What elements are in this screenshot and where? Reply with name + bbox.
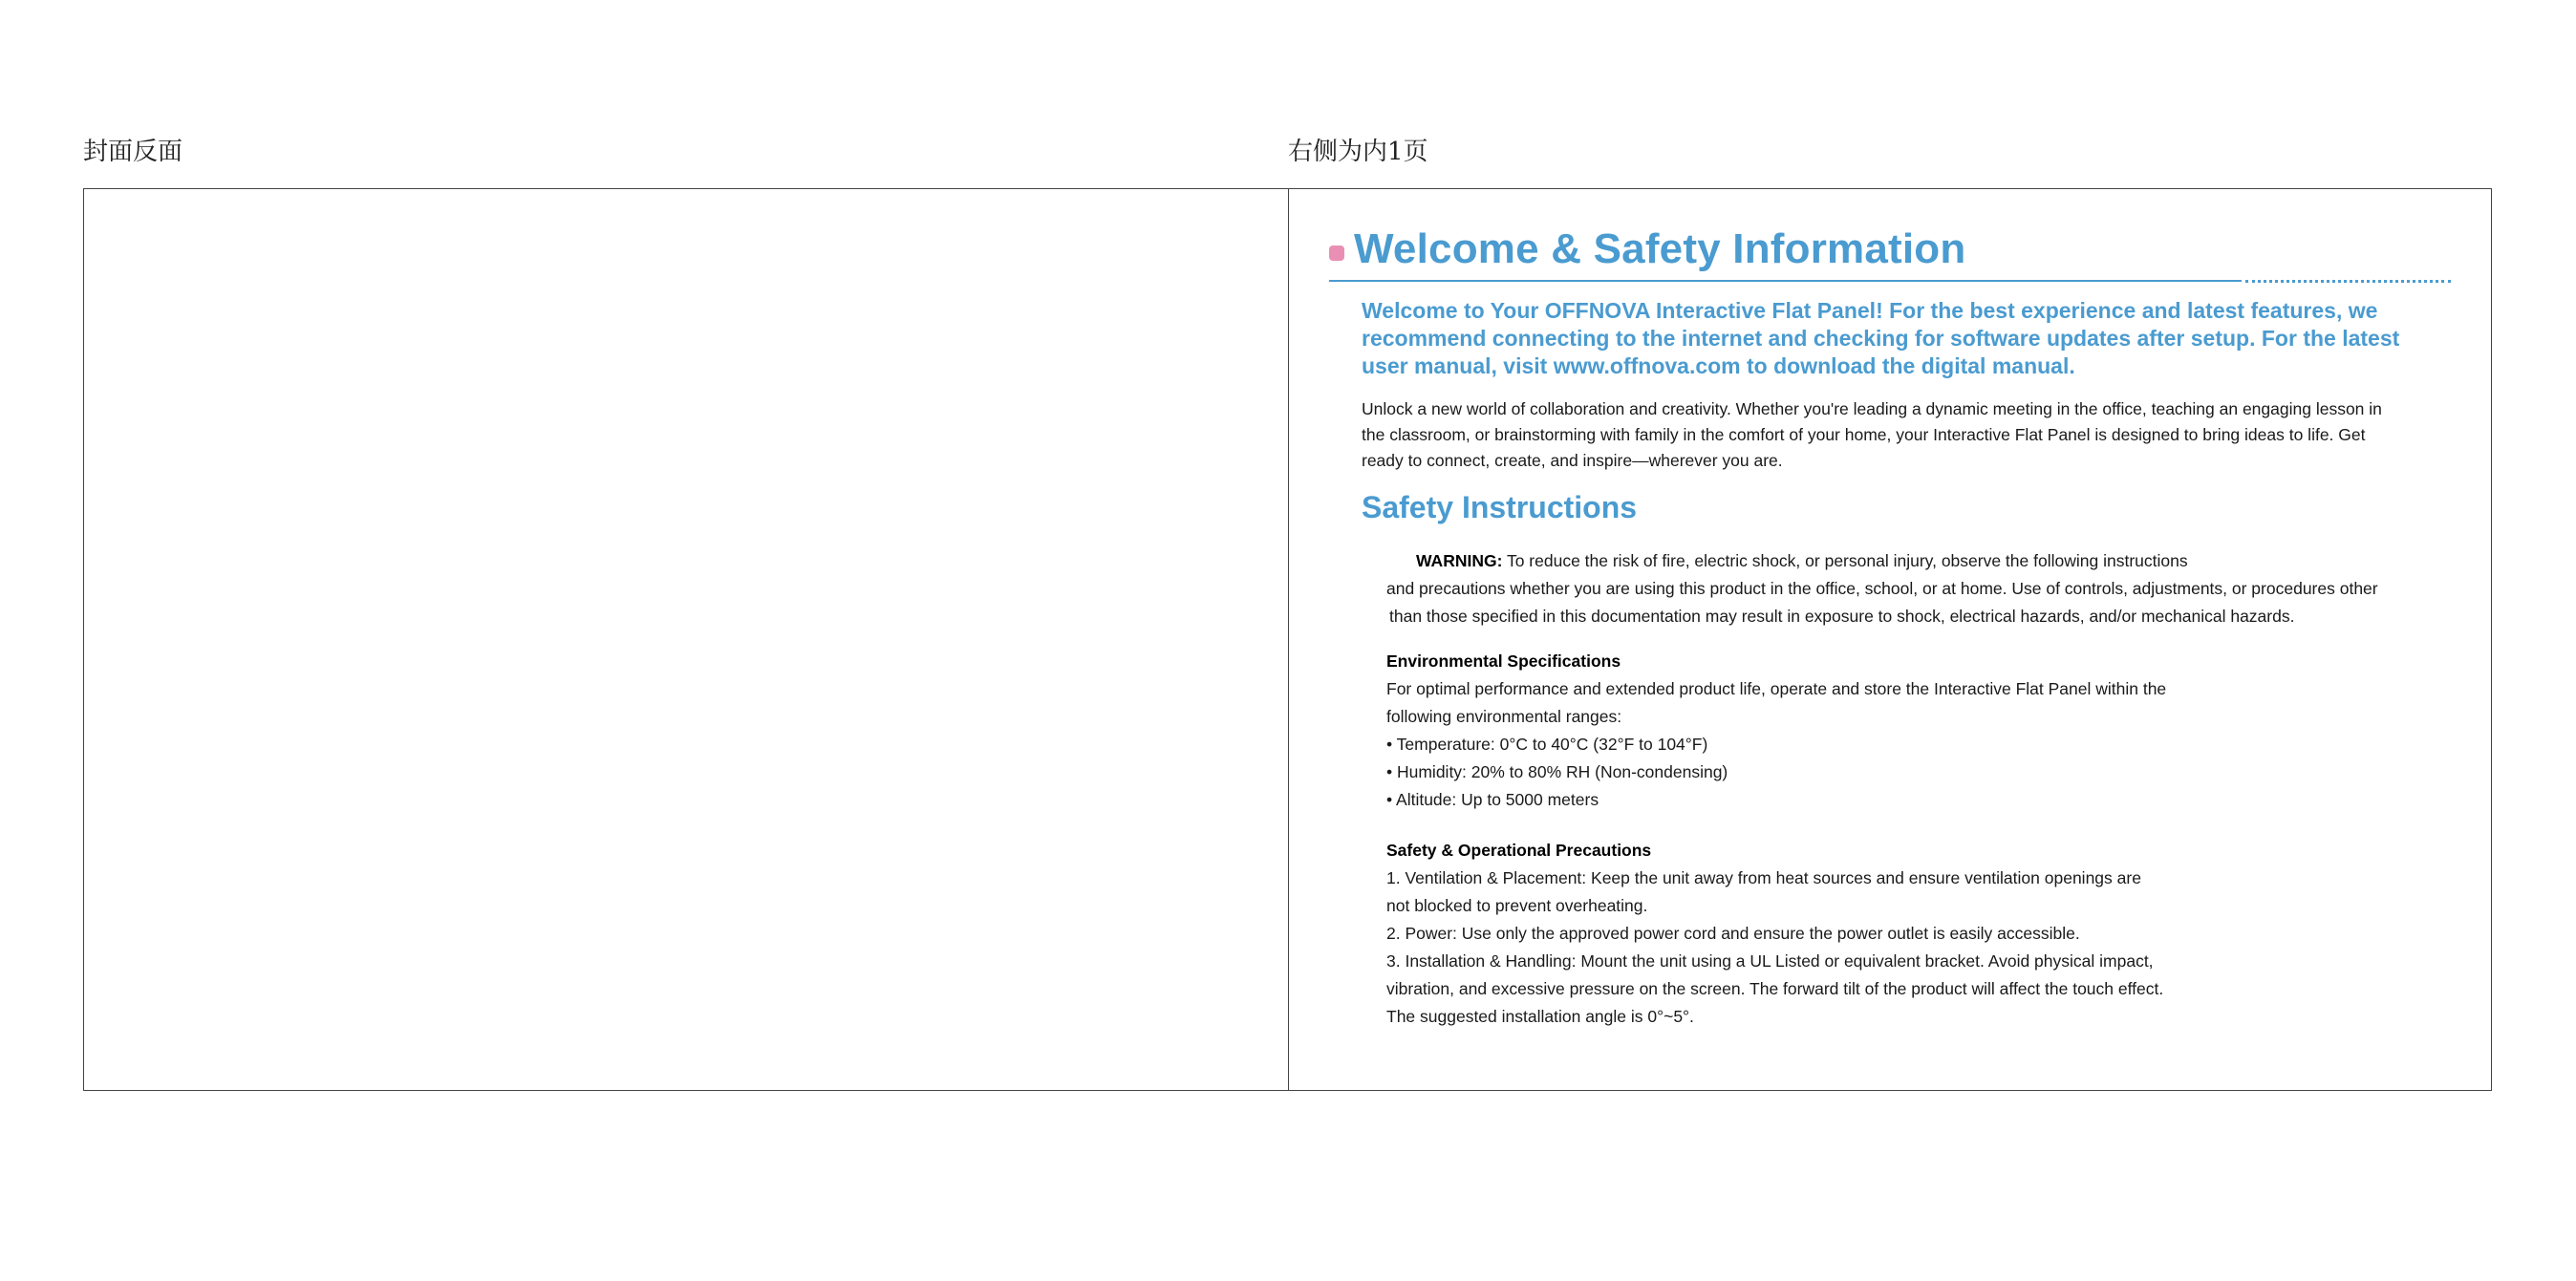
environmental-line: For optimal performance and extended product life, operate and store the Interactive Flat Panel within the	[1386, 679, 2167, 698]
environmental-specifications	[1386, 648, 2457, 814]
welcome-body	[1362, 396, 2441, 474]
body-line: Unlock a new world of collaboration and creativity. Whether you're leading a dynamic meeting in the office, teaching an engaging lesson in	[1362, 399, 2382, 418]
title-dotted-underline	[2245, 280, 2451, 283]
warning-line	[1386, 547, 2457, 575]
intro-line: recommend connecting to the internet and checking for software updates after setup. For the latest	[1362, 326, 2400, 351]
intro-line: user manual, visit www.offnova.com to download the digital manual.	[1362, 353, 2075, 378]
warning-paragraph	[1386, 547, 2457, 630]
environmental-bullet: • Temperature: 0°C to 40°C (32°F to 104°F)	[1386, 735, 1708, 754]
title-underline	[1329, 280, 2242, 282]
spread-sheet	[83, 188, 2492, 1091]
body-line: ready to connect, create, and inspire—wherever you are.	[1362, 451, 1783, 470]
title-bullet-icon	[1329, 246, 1344, 261]
body-line: the classroom, or brainstorming with family in the comfort of your home, your Interactive Flat Panel is designed to bring ideas to life. Get	[1362, 425, 2366, 444]
welcome-intro	[1362, 297, 2441, 380]
intro-line: Welcome to Your OFFNOVA Interactive Flat Panel! For the best experience and latest features, we	[1362, 298, 2378, 323]
inner-page-1	[1289, 189, 2491, 1090]
safety-instructions-heading: Safety Instructions	[1362, 490, 1638, 524]
title-row	[1329, 225, 1965, 273]
warning-line: and precautions whether you are using this product in the office, school, or at home. Use of controls, adjustments, or procedures other	[1386, 579, 2378, 598]
cover-back-label: 封面反面	[83, 138, 183, 166]
warning-text: To reduce the risk of fire, electric shock, or personal injury, observe the following instructions	[1502, 551, 2188, 570]
warning-line: than those specified in this documentation may result in exposure to shock, electrical hazards, and/or mechanical hazards.	[1389, 607, 2295, 626]
safety-precautions	[1386, 837, 2457, 1031]
inner-page-label: 右侧为内1页	[1288, 138, 1428, 166]
precaution-line: not blocked to prevent overheating.	[1386, 896, 1648, 915]
precaution-line: 3. Installation & Handling: Mount the unit using a UL Listed or equivalent bracket. Avoid physical impact,	[1386, 951, 2154, 971]
warning-label: WARNING:	[1416, 551, 1503, 570]
precaution-line: vibration, and excessive pressure on the screen. The forward tilt of the product will affect the touch effect.	[1386, 979, 2164, 998]
environmental-heading: Environmental Specifications	[1386, 651, 1621, 671]
precaution-line: 1. Ventilation & Placement: Keep the unit away from heat sources and ensure ventilation openings are	[1386, 868, 2141, 887]
cover-back-page	[84, 189, 1288, 1090]
precaution-line: 2. Power: Use only the approved power cord and ensure the power outlet is easily accessible.	[1386, 924, 2080, 943]
environmental-line: following environmental ranges:	[1386, 707, 1622, 726]
page-title: Welcome & Safety Information	[1354, 225, 1966, 272]
environmental-bullet: • Humidity: 20% to 80% RH (Non-condensing)	[1386, 762, 1728, 781]
precautions-heading: Safety & Operational Precautions	[1386, 841, 1652, 860]
precaution-line: The suggested installation angle is 0°~5°.	[1386, 1007, 1694, 1026]
environmental-bullet: • Altitude: Up to 5000 meters	[1386, 790, 1599, 809]
